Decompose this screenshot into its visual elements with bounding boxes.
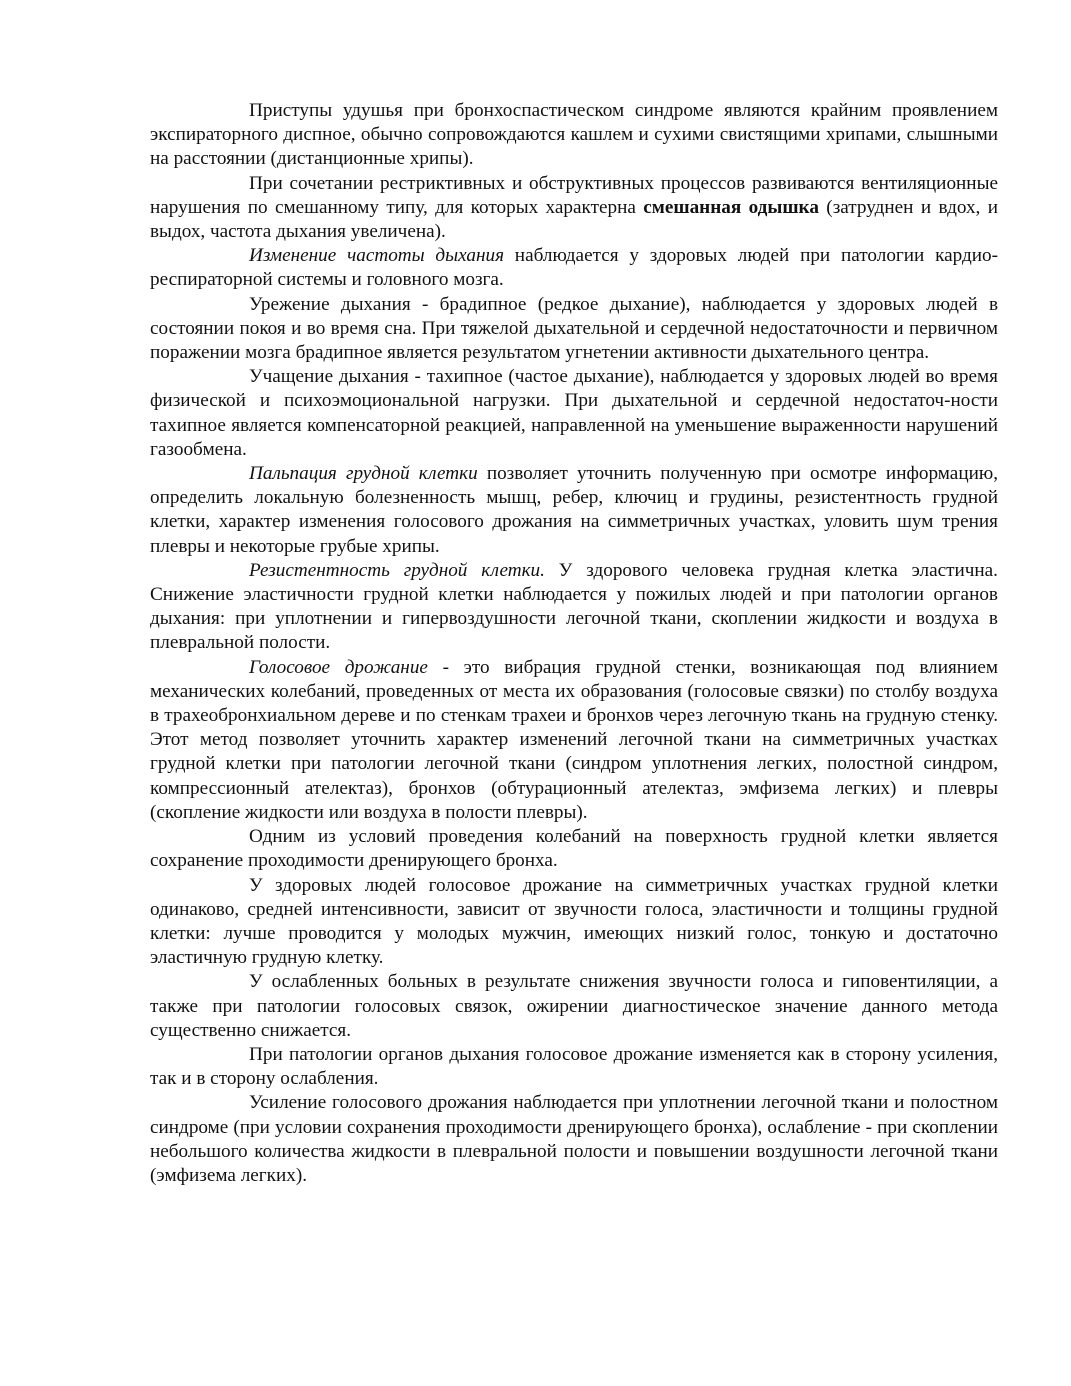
- italic-term: Изменение частоты дыхания: [249, 245, 505, 267]
- paragraph: [150, 1043, 998, 1091]
- paragraph: [150, 365, 998, 462]
- paragraph-text: Приступы удушья при бронхоспастическом синдроме являются крайним проявлением экспираторного диспное, обычно сопровождаются кашлем и сухими свистящими хрипами, слышными на расстоянии (дистанционные хрипы).: [150, 100, 998, 170]
- paragraph-text: У здорового человека грудная клетка эластична. Снижение эластичности грудной клетки наблюдается у пожилых людей и при патологии органов дыхания: при уплотнении и гипервоздушности легочной ткани, скоплении жидкости и воздуха в плевральной полости.: [150, 559, 998, 654]
- paragraph: [150, 559, 998, 656]
- paragraph-text: - это вибрация грудной стенки, возникающая под влиянием механических колебаний, проведенных от места их образования (голосовые связки) по столбу воздуха в трахеобронхиальном дереве и по стенкам трахеи и бронхов через легочную ткань на грудную стенку. Этот метод позволяет уточнить характер изменений легочной ткани на симметричных участках грудной клетки при патологии легочной ткани (синдром уплотнения легких, полостной синдром, компрессионный ателектаз), бронхов (обтурационный ателектаз, эмфизема легких) и плевры (скопление жидкости или воздуха в полости плевры).: [150, 656, 998, 823]
- paragraph-text: позволяет уточнить полученную при осмотре информацию, определить локальную болезненность мышц, ребер, ключиц и грудины, резистентность грудной клетки, характер изменения голосового дрожания на симметричных участках, уловить шум трения плевры и некоторые грубые хрипы.: [150, 463, 998, 557]
- italic-term: Пальпация грудной клетки: [249, 463, 478, 485]
- paragraph-text: Учащение дыхания - тахипное (частое дыхание), наблюдается у здоровых людей во время физической и психоэмоциональной нагрузки. При дыхательной и сердечной недостаточ-ности тахипное является компенсаторной реакцией, направленной на уменьшение выраженности нарушений газообмена.: [150, 366, 998, 460]
- paragraph-text: У здоровых людей голосовое дрожание на симметричных участках грудной клетки одинаково, средней интенсивности, зависит от звучности голоса, эластичности и толщины грудной клетки: лучше проводится у молодых мужчин, имеющих низкий голос, тонкую и достаточно эластичную грудную клетку.: [150, 874, 998, 969]
- paragraph: [150, 874, 998, 971]
- document-page: [150, 99, 998, 1188]
- paragraph-text: Одним из условий проведения колебаний на поверхность грудной клетки является сохранение проходимости дренирующего бронха.: [150, 826, 998, 872]
- paragraph-text: При сочетании рестриктивных и обструктивных процессов развиваются вентиляционные нарушения по смешанному типу, для которых характерна: [150, 172, 998, 218]
- paragraph: [150, 1091, 998, 1188]
- paragraph: [150, 656, 998, 825]
- italic-term: Голосовое дрожание: [249, 656, 428, 678]
- paragraph-text: У ослабленных больных в результате снижения звучности голоса и гиповентиляции, а также при патологии голосовых связок, ожирении диагностическое значение данного метода существенно снижается.: [150, 971, 998, 1041]
- paragraph: [150, 99, 998, 172]
- paragraph: [150, 825, 998, 873]
- paragraph: [150, 244, 998, 292]
- paragraph: [150, 970, 998, 1043]
- bold-term: смешанная одышка: [643, 196, 819, 218]
- paragraph: [150, 462, 998, 559]
- paragraph-text: наблюдается у здоровых людей при патологии кардио-респираторной системы и головного мозга.: [150, 245, 998, 291]
- paragraph-text: (затруднен и вдох, и выдох, частота дыхания увеличена).: [150, 196, 998, 243]
- paragraph-text: Урежение дыхания - брадипное (редкое дыхание), наблюдается у здоровых людей в состоянии покоя и во время сна. При тяжелой дыхательной и сердечной недостаточности и первичном поражении мозга брадипное является результатом угнетении активности дыхательного центра.: [150, 293, 998, 364]
- paragraph-text: Усиление голосового дрожания наблюдается при уплотнении легочной ткани и полостном синдроме (при условии сохранения проходимости дренирующего бронха), ослабление - при скоплении небольшого количества жидкости в плевральной полости и повышении воздушности легочной ткани (эмфизема легких).: [150, 1092, 998, 1186]
- paragraph: [150, 172, 998, 245]
- paragraph: [150, 293, 998, 366]
- paragraph-text: При патологии органов дыхания голосовое дрожание изменяется как в сторону усиления, так и в сторону ослабления.: [150, 1043, 998, 1090]
- italic-term: Резистентность грудной клетки.: [249, 559, 545, 581]
